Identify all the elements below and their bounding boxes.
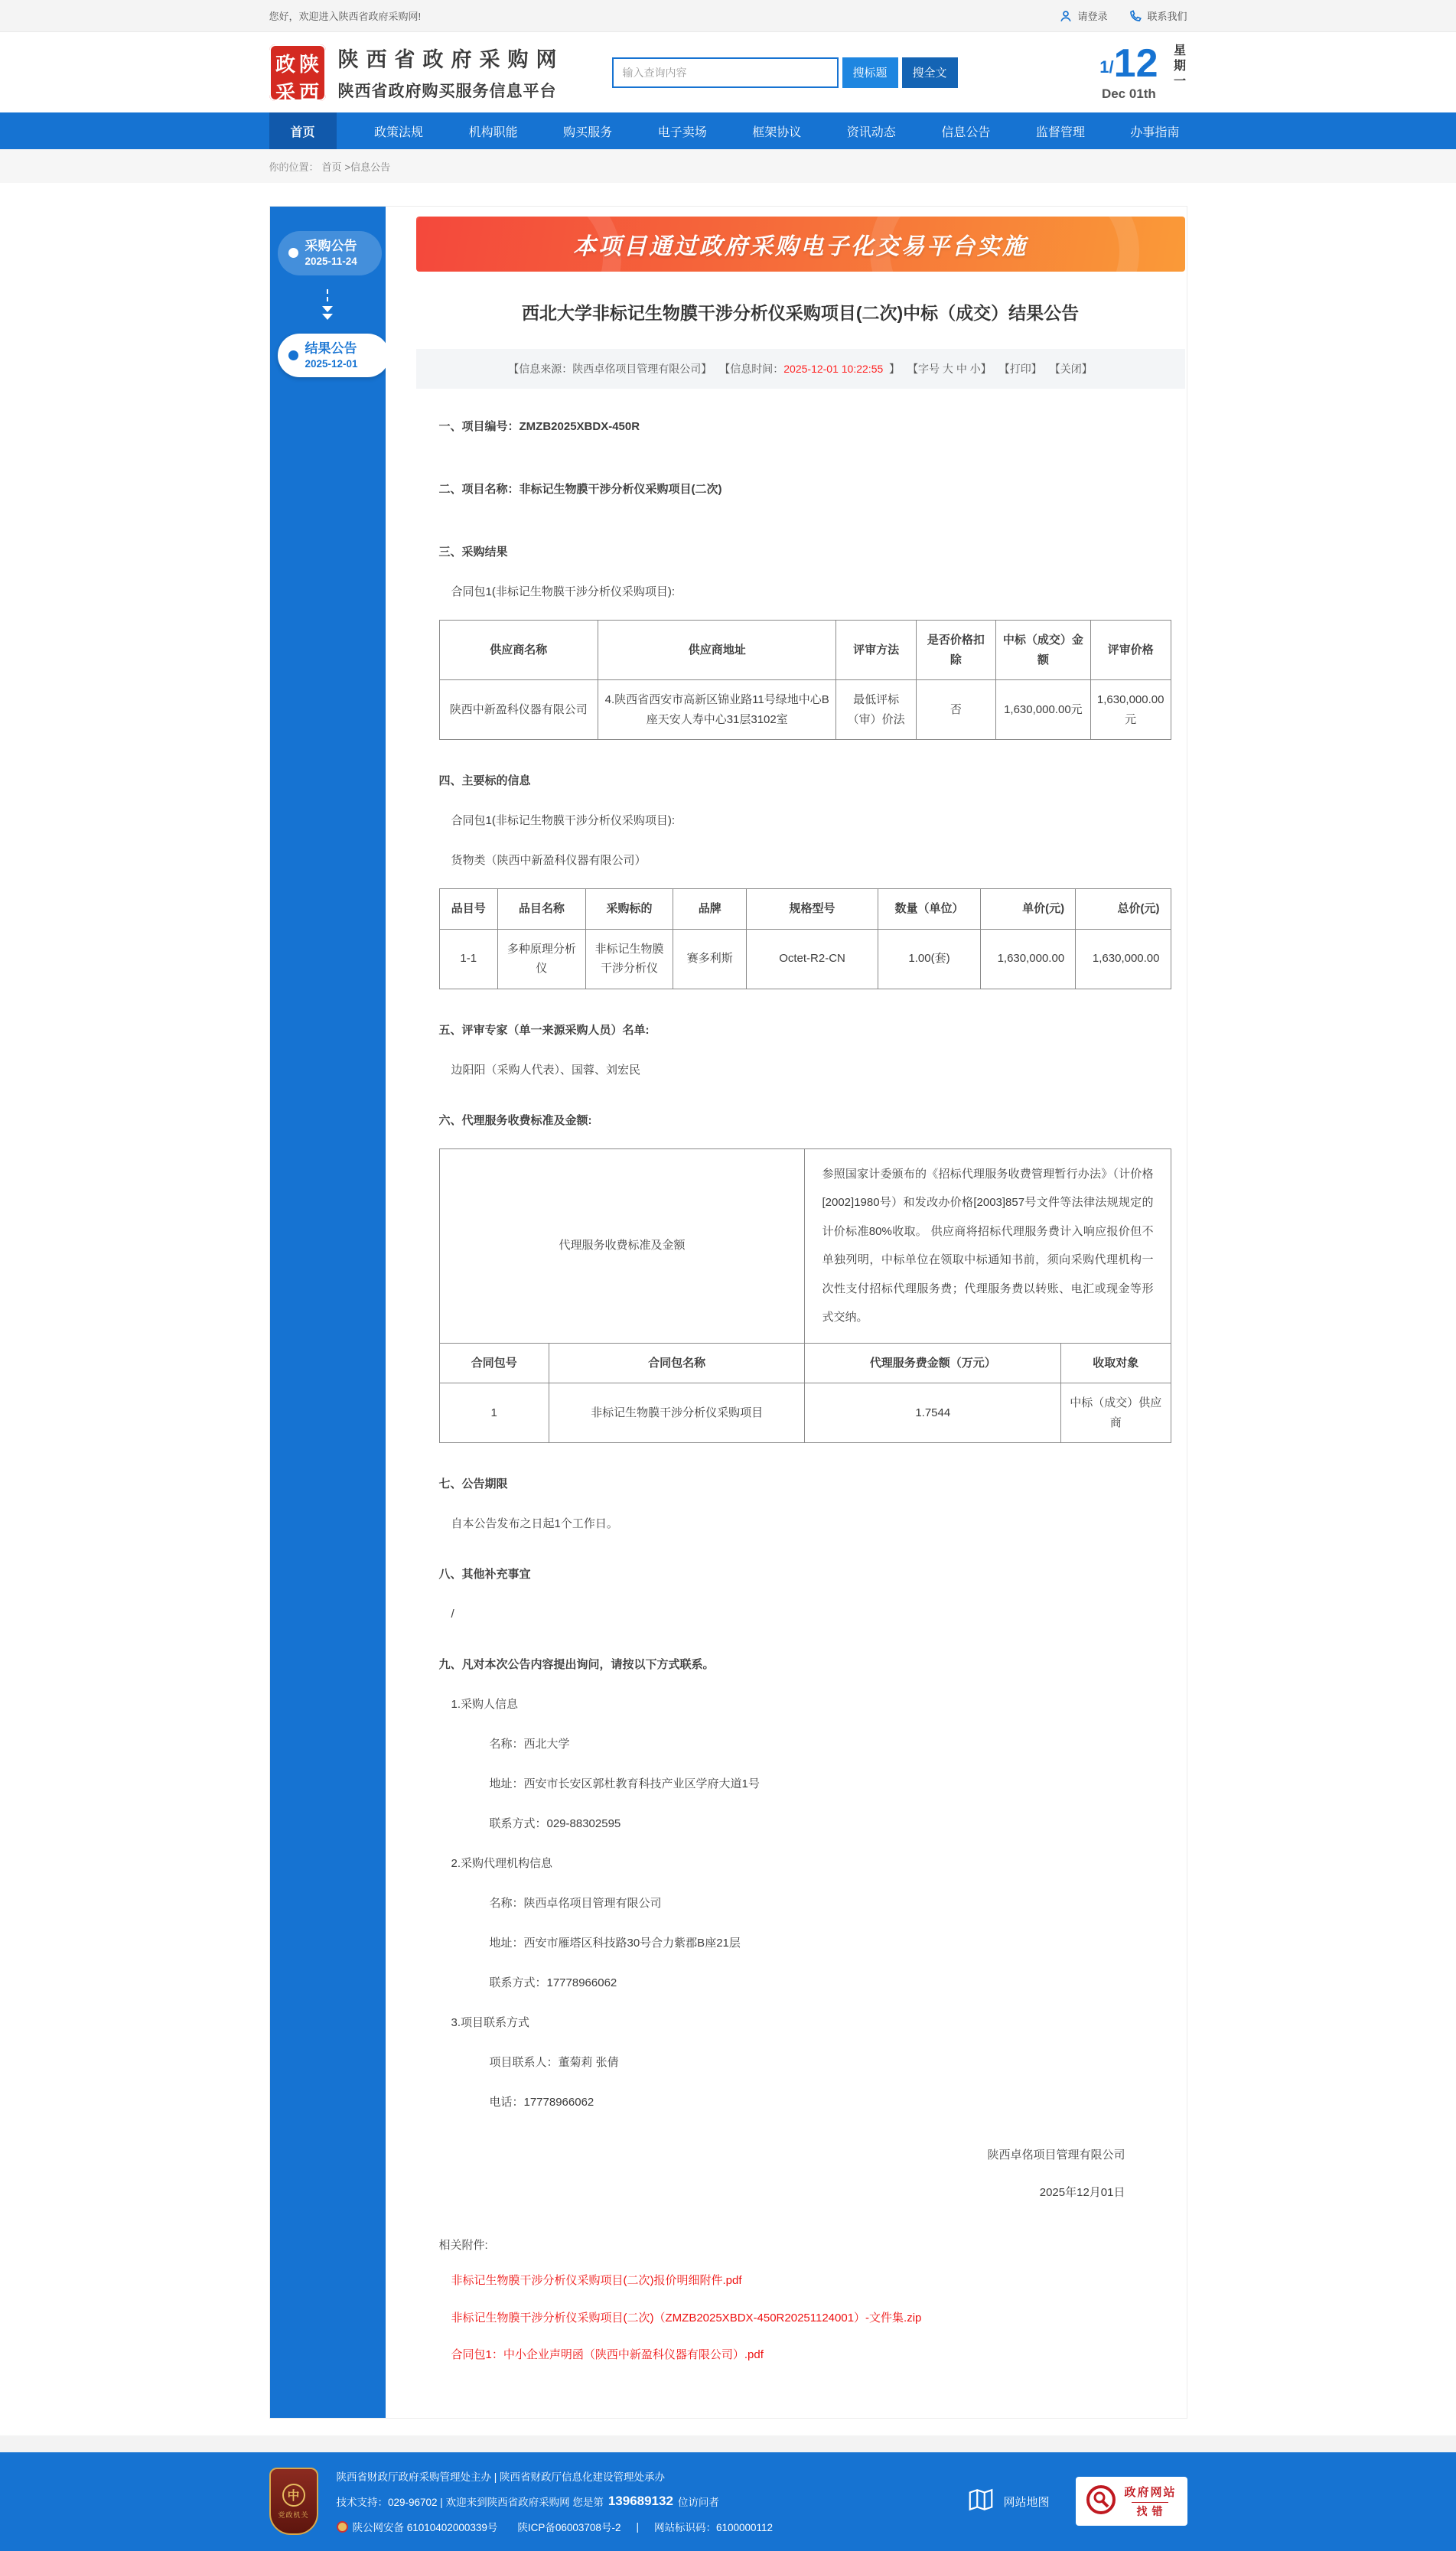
nav-item-news[interactable]: 资讯动态 [846, 125, 896, 139]
sitemap-link[interactable]: 网站地图 [966, 2485, 1049, 2517]
security-record[interactable]: 陕公网安备 61010402000339号 [352, 2522, 498, 2533]
section-5-heading: 五、评审专家（单一来源采购人员）名单: [438, 1023, 650, 1037]
project-number: ZMZB2025XBDX-450R [519, 420, 640, 433]
nav-item-emall[interactable]: 电子卖场 [657, 125, 707, 139]
nav-item-policy[interactable]: 政策法规 [374, 125, 424, 139]
signature-company: 陕西卓佲项目管理有限公司 [987, 2149, 1125, 2162]
table-row [439, 680, 1171, 740]
section-3-heading: 三、采购结果 [438, 546, 508, 559]
breadcrumb-bar [0, 149, 1456, 183]
font-size-control[interactable]: 【字号 大 中 小】 [907, 363, 992, 375]
nav-item-supervision[interactable]: 监督管理 [1035, 125, 1085, 139]
sidebar-step-procurement-notice[interactable]: 采购公告 2025-11-24 [278, 231, 382, 275]
search-bar [612, 57, 958, 88]
phone-icon [1129, 9, 1142, 23]
contact-line: 地址：西安市雁塔区科技路30号合力紫郡B座21层 [489, 1937, 741, 1950]
notice-period: 自本公告发布之日起1个工作日。 [451, 1517, 618, 1530]
platform-banner [416, 217, 1185, 272]
signature-block [439, 2147, 1171, 2201]
fee-standard-label: 代理服务收费标准及金额 [439, 1148, 805, 1343]
user-icon [1059, 9, 1073, 23]
contact-line: 项目联系人：董菊莉 张倩 [489, 2056, 619, 2069]
announcement-title: 西北大学非标记生物膜干涉分析仪采购项目(二次)中标（成交）结果公告 [521, 303, 1080, 323]
table-header-row: 品目号 品目名称 采购标的 品牌 规格型号 数量（单位） 单价(元) 总价(元) [439, 889, 1171, 930]
item-name: 多种原理分析仪 [497, 929, 585, 989]
footer-registration-line: 陕公网安备 61010402000339号 陕ICP备06003708号-2 | 网站标识码：6100000112 [337, 2519, 774, 2534]
contact-group-heading: 1.采购人信息 [451, 1698, 519, 1711]
footer-separator [0, 2435, 1456, 2452]
section-7-heading: 七、公告期限 [438, 1477, 508, 1491]
police-badge-icon [337, 2521, 348, 2533]
table-header-row: 供应商名称 供应商地址 评审方法 是否价格扣除 中标（成交）金额 评审价格 [439, 621, 1171, 680]
breadcrumb-label: 你的位置： [269, 161, 319, 173]
breadcrumb-home[interactable]: 首页 [321, 161, 342, 173]
section-8-heading: 八、其他补充事宜 [438, 1568, 531, 1581]
expert-list: 边阳阳（采购人代表）、国蓉、刘宏民 [451, 1063, 641, 1077]
contact-line: 名称：陕西卓佲项目管理有限公司 [489, 1897, 662, 1910]
close-button[interactable]: 【关闭】 [1049, 363, 1093, 375]
attachment-link[interactable]: 非标记生物膜干涉分析仪采购项目(二次)（ZMZB2025XBDX-450R20251124001）-文件集.zip [451, 2311, 922, 2325]
brand: 赛多利斯 [673, 929, 747, 989]
site-logo[interactable]: 政 陕 采 西 [269, 44, 326, 101]
meta-time: 2025-12-01 10:22:55 [783, 363, 884, 375]
flow-arrow-down-icon [270, 289, 386, 320]
date-widget [1099, 41, 1187, 102]
search-input[interactable] [612, 57, 839, 88]
supplier-address: 4.陕西省西安市高新区锦业路11号绿地中心B座天安人寿中心31层3102室 [598, 680, 836, 740]
gov-site-error-report-badge[interactable]: 政府网站 找错 [1076, 2477, 1187, 2526]
site-header [0, 32, 1456, 112]
contact-line: 联系方式：029-88302595 [489, 1817, 621, 1830]
award-amount: 1,630,000.00元 [995, 680, 1090, 740]
project-name: 非标记生物膜干涉分析仪采购项目(二次) [519, 483, 722, 496]
fee-payer: 中标（成交）供应商 [1061, 1383, 1171, 1443]
site-code: 网站标识码：6100000112 [653, 2522, 774, 2533]
package-name: 非标记生物膜干涉分析仪采购项目 [549, 1383, 805, 1443]
attachment-link[interactable]: 非标记生物膜干涉分析仪采购项目(二次)报价明细附件.pdf [451, 2274, 742, 2287]
date-month: 1/ [1099, 57, 1114, 77]
footer-support-line: 技术支持：029-96702 | 欢迎来到陕西省政府采购网 您是第 139689132 位访问者 [336, 2494, 719, 2508]
breadcrumb-current[interactable]: >信息公告 [344, 161, 391, 173]
table-row [439, 929, 1171, 989]
result-table [439, 620, 1171, 740]
section-6-heading: 六、代理服务收费标准及金额: [438, 1113, 592, 1127]
visitor-count: 139689132 [607, 2494, 673, 2508]
meta-source: 【信息来源：陕西卓佲项目管理有限公司】 [508, 363, 712, 375]
footer-organizer-line: 陕西省财政厅政府采购管理处主办 | 陕西省财政厅信息化建设管理处承办 [336, 2471, 666, 2483]
total-price: 1,630,000.00 [1076, 929, 1171, 989]
contact-line: 电话：17778966062 [489, 2096, 594, 2109]
article-meta-bar [416, 349, 1185, 389]
main-nav [0, 112, 1456, 149]
unit-price: 1,630,000.00 [980, 929, 1075, 989]
supplier-name: 陕西中新盈科仪器有限公司 [439, 680, 598, 740]
package-1-label: 合同包1(非标记生物膜干涉分析仪采购项目): [451, 814, 676, 827]
date-english: Dec 01th [1101, 86, 1156, 101]
procurement-target: 非标记生物膜干涉分析仪 [585, 929, 673, 989]
other-matters: / [451, 1608, 454, 1621]
section-4-heading: 四、主要标的信息 [438, 774, 531, 787]
banner-text: 本项目通过政府采购电子化交易平台实施 [573, 234, 1028, 259]
nav-item-home[interactable]: 首页 [269, 112, 337, 149]
contact-line: 联系方式：17778966062 [489, 1976, 617, 1989]
contact-line: 名称：西北大学 [489, 1738, 570, 1751]
nav-item-framework[interactable]: 框架协议 [752, 125, 802, 139]
model: Octet-R2-CN [747, 929, 878, 989]
section-2-project-name: 二、项目名称：非标记生物膜干涉分析仪采购项目(二次) [438, 483, 722, 496]
fee-standard-description: 参照国家计委颁布的《招标代理服务收费管理暂行办法》（计价格[2002]1980号）和发改办价格[2003]857号文件等法律法规规定的计价标准80%收取。 供应商将招标代理服务费计入响应报价但不单独列明，中标单位在领取中标通知书前，须向采购代理机构一次性支付招标代理服务费；代理服务费以转账、电汇或现金等形式交纳。 [805, 1148, 1171, 1343]
search-fulltext-button[interactable]: 搜全文 [902, 57, 958, 88]
contact-group-heading: 2.采购代理机构信息 [451, 1857, 553, 1870]
site-footer [0, 2452, 1456, 2551]
quantity: 1.00(套) [878, 929, 981, 989]
package-1-label: 合同包1(非标记生物膜干涉分析仪采购项目): [451, 585, 676, 598]
nav-item-guide[interactable]: 办事指南 [1130, 125, 1180, 139]
nav-item-purchase-service[interactable]: 购买服务 [563, 125, 613, 139]
top-utility-bar [0, 0, 1456, 32]
government-emblem: 中 党政机关 [269, 2468, 318, 2535]
item-number: 1-1 [439, 929, 497, 989]
items-table [439, 888, 1171, 989]
review-method: 最低评标（审）价法 [836, 680, 916, 740]
map-icon [966, 2485, 995, 2517]
welcome-text: 您好，欢迎进入陕西省政府采购网! [269, 11, 422, 22]
process-sidebar [270, 207, 386, 2418]
meta-time-wrap: 【信息时间：2025-12-01 10:22:55 】 [719, 363, 901, 375]
price-deduction: 否 [916, 680, 995, 740]
icp-record[interactable]: 陕ICP备06003708号-2 [517, 2522, 621, 2533]
magnifier-icon [1086, 2484, 1116, 2519]
attachments-label: 相关附件: [438, 2239, 488, 2252]
login-link[interactable]: 请登录 [1059, 8, 1107, 23]
goods-type-label: 货物类（陕西中新盈科仪器有限公司） [451, 854, 647, 867]
date-day: 12 [1113, 41, 1158, 86]
contact-line: 地址：西安市长安区郭杜教育科技产业区学府大道1号 [489, 1777, 760, 1790]
site-title: 陕西省政府采购网 [337, 48, 565, 71]
weekday-text: 星期一 [1171, 43, 1185, 90]
search-title-button[interactable]: 搜标题 [842, 57, 898, 88]
agency-fee-table [439, 1148, 1171, 1444]
agency-fee-amount: 1.7544 [805, 1383, 1061, 1443]
table-header-row: 合同包号 合同包名称 代理服务费金额（万元） 收取对象 [439, 1343, 1171, 1383]
section-9-heading: 九、凡对本次公告内容提出询问，请按以下方式联系。 [438, 1658, 715, 1671]
attachment-link[interactable]: 合同包1：中小企业声明函（陕西中新盈科仪器有限公司）.pdf [451, 2348, 764, 2361]
table-row [439, 1383, 1171, 1443]
review-price: 1,630,000.00元 [1090, 680, 1171, 740]
article-content [386, 207, 1187, 2418]
section-1-project-number: 一、项目编号：ZMZB2025XBDX-450R [438, 420, 640, 433]
signature-date: 2025年12月01日 [1039, 2185, 1125, 2199]
contact-us-link[interactable]: 联系我们 [1129, 8, 1187, 23]
nav-item-functions[interactable]: 机构职能 [468, 125, 518, 139]
print-button[interactable]: 【打印】 [998, 363, 1042, 375]
sidebar-step-result-notice[interactable]: 结果公告 2025-12-01 [278, 334, 389, 378]
site-subtitle: 陕西省政府购买服务信息平台 [337, 83, 557, 100]
contact-group-heading: 3.项目联系方式 [451, 2016, 530, 2029]
step-dot [288, 350, 298, 360]
package-number: 1 [439, 1383, 549, 1443]
step-dot [288, 248, 298, 258]
nav-item-announcements[interactable]: 信息公告 [941, 125, 991, 139]
table-row [439, 1148, 1171, 1343]
